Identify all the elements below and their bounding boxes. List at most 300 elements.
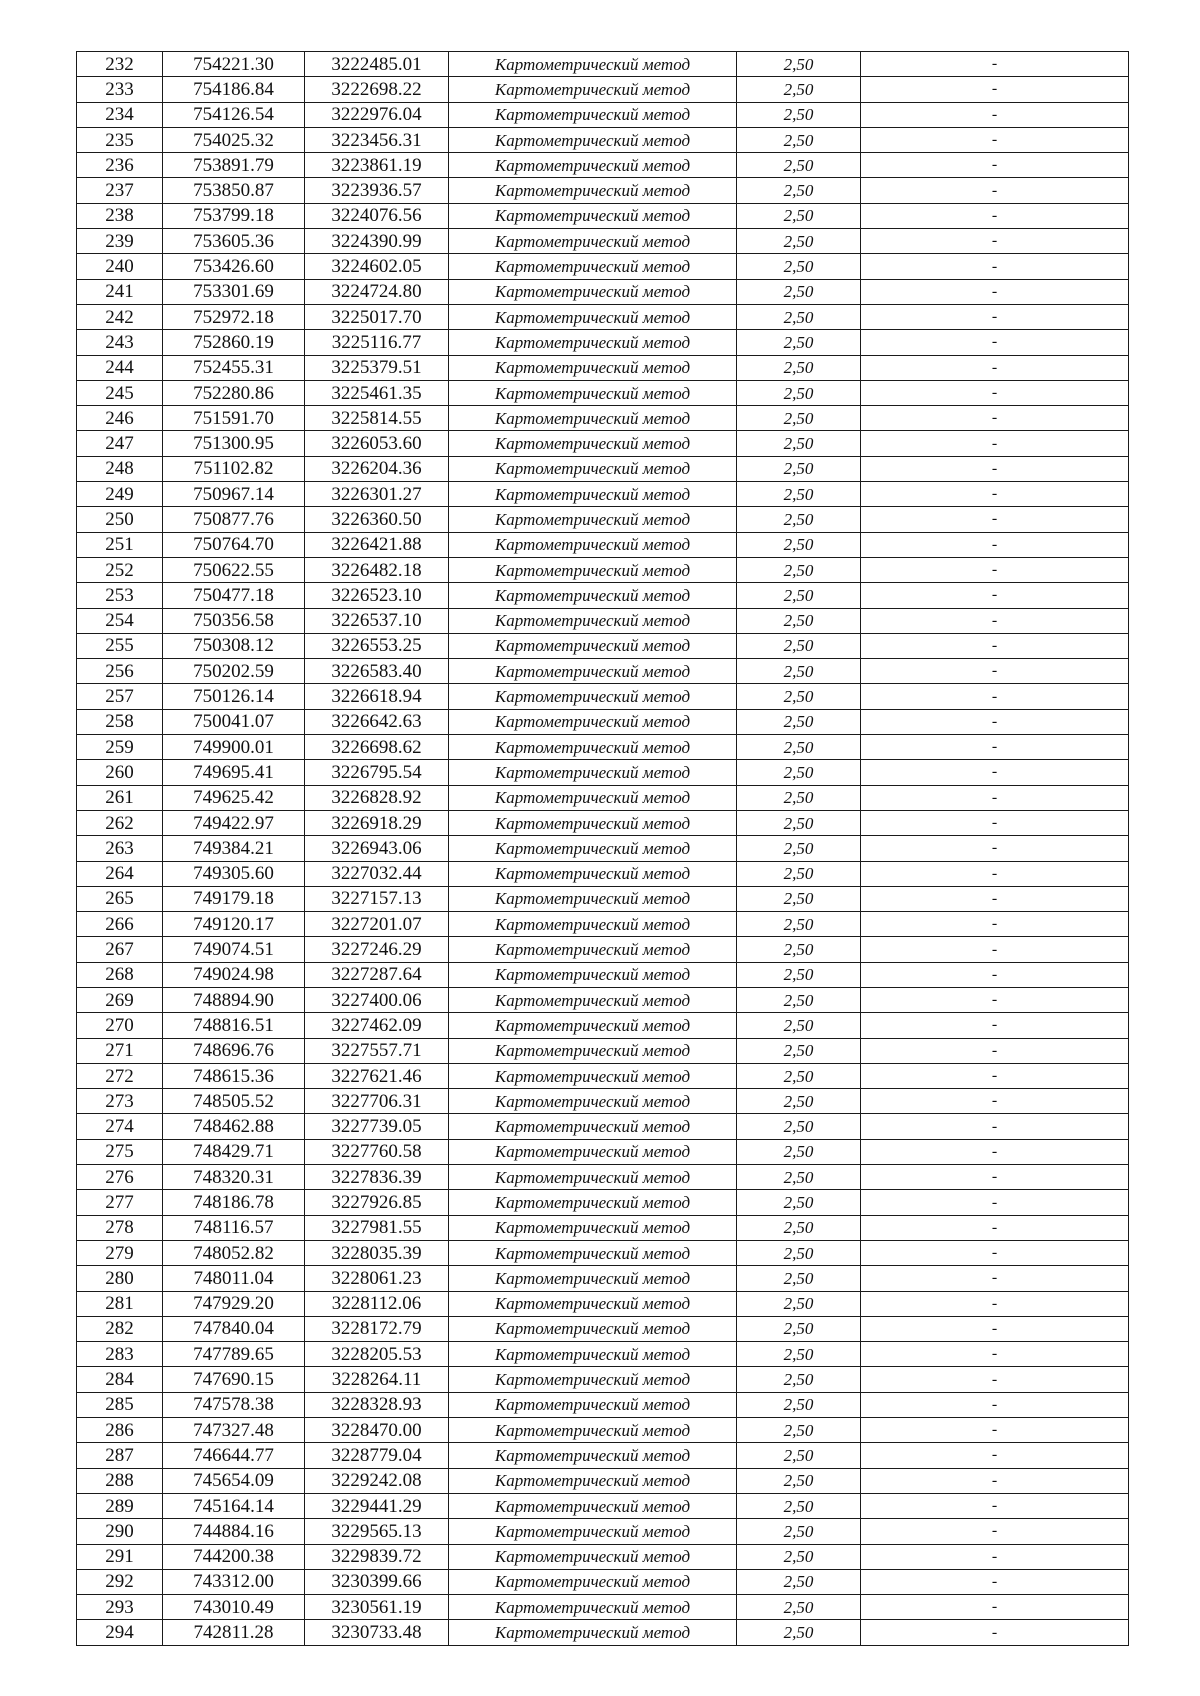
note-cell: - <box>861 431 1129 456</box>
note-cell: - <box>861 1114 1129 1139</box>
note-cell: - <box>861 1266 1129 1291</box>
y-coordinate-cell: 3226204.36 <box>305 456 449 481</box>
x-coordinate-cell: 746644.77 <box>163 1443 305 1468</box>
table-row <box>77 810 1129 835</box>
point-number-cell: 264 <box>77 861 163 886</box>
y-coordinate-cell: 3230561.19 <box>305 1595 449 1620</box>
table-row <box>77 836 1129 861</box>
method-cell: Картометрический метод <box>449 659 737 684</box>
y-coordinate-cell: 3226553.25 <box>305 633 449 658</box>
table-row <box>77 608 1129 633</box>
accuracy-cell: 2,50 <box>737 1468 861 1493</box>
accuracy-cell: 2,50 <box>737 1038 861 1063</box>
accuracy-cell: 2,50 <box>737 608 861 633</box>
table-row <box>77 1316 1129 1341</box>
y-coordinate-cell: 3228061.23 <box>305 1266 449 1291</box>
x-coordinate-cell: 753605.36 <box>163 229 305 254</box>
method-cell: Картометрический метод <box>449 178 737 203</box>
y-coordinate-cell: 3227706.31 <box>305 1089 449 1114</box>
y-coordinate-cell: 3229441.29 <box>305 1493 449 1518</box>
x-coordinate-cell: 750202.59 <box>163 659 305 684</box>
y-coordinate-cell: 3227926.85 <box>305 1190 449 1215</box>
point-number-cell: 242 <box>77 304 163 329</box>
point-number-cell: 249 <box>77 482 163 507</box>
accuracy-cell: 2,50 <box>737 1013 861 1038</box>
point-number-cell: 270 <box>77 1013 163 1038</box>
x-coordinate-cell: 750126.14 <box>163 684 305 709</box>
x-coordinate-cell: 748615.36 <box>163 1063 305 1088</box>
point-number-cell: 288 <box>77 1468 163 1493</box>
note-cell: - <box>861 1544 1129 1569</box>
y-coordinate-cell: 3226943.06 <box>305 836 449 861</box>
accuracy-cell: 2,50 <box>737 583 861 608</box>
accuracy-cell: 2,50 <box>737 1595 861 1620</box>
note-cell: - <box>861 709 1129 734</box>
y-coordinate-cell: 3225814.55 <box>305 406 449 431</box>
accuracy-cell: 2,50 <box>737 1316 861 1341</box>
y-coordinate-cell: 3228205.53 <box>305 1342 449 1367</box>
method-cell: Картометрический метод <box>449 886 737 911</box>
table-row <box>77 406 1129 431</box>
note-cell: - <box>861 659 1129 684</box>
table-row <box>77 380 1129 405</box>
method-cell: Картометрический метод <box>449 431 737 456</box>
method-cell: Картометрический метод <box>449 203 737 228</box>
note-cell: - <box>861 77 1129 102</box>
point-number-cell: 243 <box>77 330 163 355</box>
table-row <box>77 1468 1129 1493</box>
table-row <box>77 1291 1129 1316</box>
accuracy-cell: 2,50 <box>737 355 861 380</box>
note-cell: - <box>861 456 1129 481</box>
x-coordinate-cell: 750622.55 <box>163 557 305 582</box>
point-number-cell: 258 <box>77 709 163 734</box>
table-row <box>77 279 1129 304</box>
point-number-cell: 291 <box>77 1544 163 1569</box>
method-cell: Картометрический метод <box>449 861 737 886</box>
point-number-cell: 273 <box>77 1089 163 1114</box>
table-row <box>77 1038 1129 1063</box>
accuracy-cell: 2,50 <box>737 229 861 254</box>
point-number-cell: 279 <box>77 1240 163 1265</box>
x-coordinate-cell: 754221.30 <box>163 52 305 77</box>
point-number-cell: 286 <box>77 1418 163 1443</box>
point-number-cell: 259 <box>77 735 163 760</box>
y-coordinate-cell: 3227400.06 <box>305 987 449 1012</box>
accuracy-cell: 2,50 <box>737 557 861 582</box>
accuracy-cell: 2,50 <box>737 1544 861 1569</box>
y-coordinate-cell: 3226537.10 <box>305 608 449 633</box>
accuracy-cell: 2,50 <box>737 1114 861 1139</box>
point-number-cell: 262 <box>77 810 163 835</box>
x-coordinate-cell: 744884.16 <box>163 1519 305 1544</box>
x-coordinate-cell: 749179.18 <box>163 886 305 911</box>
x-coordinate-cell: 747690.15 <box>163 1367 305 1392</box>
x-coordinate-cell: 749695.41 <box>163 760 305 785</box>
note-cell: - <box>861 532 1129 557</box>
method-cell: Картометрический метод <box>449 684 737 709</box>
y-coordinate-cell: 3226618.94 <box>305 684 449 709</box>
point-number-cell: 281 <box>77 1291 163 1316</box>
table-row <box>77 912 1129 937</box>
point-number-cell: 240 <box>77 254 163 279</box>
x-coordinate-cell: 752280.86 <box>163 380 305 405</box>
note-cell: - <box>861 1038 1129 1063</box>
y-coordinate-cell: 3227836.39 <box>305 1165 449 1190</box>
method-cell: Картометрический метод <box>449 229 737 254</box>
accuracy-cell: 2,50 <box>737 1190 861 1215</box>
note-cell: - <box>861 203 1129 228</box>
x-coordinate-cell: 749024.98 <box>163 962 305 987</box>
method-cell: Картометрический метод <box>449 1316 737 1341</box>
y-coordinate-cell: 3226698.62 <box>305 735 449 760</box>
note-cell: - <box>861 1291 1129 1316</box>
method-cell: Картометрический метод <box>449 482 737 507</box>
table-row <box>77 1215 1129 1240</box>
x-coordinate-cell: 748894.90 <box>163 987 305 1012</box>
x-coordinate-cell: 754126.54 <box>163 102 305 127</box>
table-row <box>77 178 1129 203</box>
x-coordinate-cell: 750041.07 <box>163 709 305 734</box>
y-coordinate-cell: 3227981.55 <box>305 1215 449 1240</box>
method-cell: Картометрический метод <box>449 608 737 633</box>
point-number-cell: 280 <box>77 1266 163 1291</box>
y-coordinate-cell: 3224724.80 <box>305 279 449 304</box>
y-coordinate-cell: 3226301.27 <box>305 482 449 507</box>
point-number-cell: 272 <box>77 1063 163 1088</box>
y-coordinate-cell: 3223936.57 <box>305 178 449 203</box>
note-cell: - <box>861 1493 1129 1518</box>
y-coordinate-cell: 3226482.18 <box>305 557 449 582</box>
method-cell: Картометрический метод <box>449 1165 737 1190</box>
method-cell: Картометрический метод <box>449 127 737 152</box>
note-cell: - <box>861 1367 1129 1392</box>
note-cell: - <box>861 1392 1129 1417</box>
accuracy-cell: 2,50 <box>737 1139 861 1164</box>
y-coordinate-cell: 3228328.93 <box>305 1392 449 1417</box>
method-cell: Картометрический метод <box>449 810 737 835</box>
note-cell: - <box>861 1316 1129 1341</box>
table-row <box>77 1620 1129 1645</box>
note-cell: - <box>861 1063 1129 1088</box>
note-cell: - <box>861 304 1129 329</box>
note-cell: - <box>861 1342 1129 1367</box>
note-cell: - <box>861 760 1129 785</box>
note-cell: - <box>861 229 1129 254</box>
point-number-cell: 260 <box>77 760 163 785</box>
method-cell: Картометрический метод <box>449 1114 737 1139</box>
note-cell: - <box>861 254 1129 279</box>
point-number-cell: 255 <box>77 633 163 658</box>
table-row <box>77 52 1129 77</box>
accuracy-cell: 2,50 <box>737 937 861 962</box>
y-coordinate-cell: 3228470.00 <box>305 1418 449 1443</box>
accuracy-cell: 2,50 <box>737 279 861 304</box>
x-coordinate-cell: 750308.12 <box>163 633 305 658</box>
y-coordinate-cell: 3223861.19 <box>305 153 449 178</box>
point-number-cell: 263 <box>77 836 163 861</box>
y-coordinate-cell: 3222698.22 <box>305 77 449 102</box>
x-coordinate-cell: 752860.19 <box>163 330 305 355</box>
point-number-cell: 285 <box>77 1392 163 1417</box>
x-coordinate-cell: 751591.70 <box>163 406 305 431</box>
y-coordinate-cell: 3228779.04 <box>305 1443 449 1468</box>
accuracy-cell: 2,50 <box>737 1519 861 1544</box>
method-cell: Картометрический метод <box>449 1468 737 1493</box>
accuracy-cell: 2,50 <box>737 330 861 355</box>
method-cell: Картометрический метод <box>449 1418 737 1443</box>
point-number-cell: 284 <box>77 1367 163 1392</box>
table-row <box>77 1240 1129 1265</box>
note-cell: - <box>861 583 1129 608</box>
method-cell: Картометрический метод <box>449 330 737 355</box>
note-cell: - <box>861 1215 1129 1240</box>
method-cell: Картометрический метод <box>449 583 737 608</box>
table-row <box>77 962 1129 987</box>
x-coordinate-cell: 748505.52 <box>163 1089 305 1114</box>
method-cell: Картометрический метод <box>449 1493 737 1518</box>
note-cell: - <box>861 102 1129 127</box>
note-cell: - <box>861 1468 1129 1493</box>
point-number-cell: 252 <box>77 557 163 582</box>
method-cell: Картометрический метод <box>449 735 737 760</box>
table-row <box>77 77 1129 102</box>
accuracy-cell: 2,50 <box>737 1367 861 1392</box>
accuracy-cell: 2,50 <box>737 760 861 785</box>
coordinates-table-body <box>77 52 1129 1646</box>
table-row <box>77 1266 1129 1291</box>
table-row <box>77 1013 1129 1038</box>
y-coordinate-cell: 3226795.54 <box>305 760 449 785</box>
method-cell: Картометрический метод <box>449 760 737 785</box>
point-number-cell: 256 <box>77 659 163 684</box>
y-coordinate-cell: 3227462.09 <box>305 1013 449 1038</box>
point-number-cell: 257 <box>77 684 163 709</box>
point-number-cell: 294 <box>77 1620 163 1645</box>
y-coordinate-cell: 3222485.01 <box>305 52 449 77</box>
y-coordinate-cell: 3225461.35 <box>305 380 449 405</box>
x-coordinate-cell: 745654.09 <box>163 1468 305 1493</box>
y-coordinate-cell: 3227246.29 <box>305 937 449 962</box>
table-row <box>77 1493 1129 1518</box>
point-number-cell: 250 <box>77 507 163 532</box>
x-coordinate-cell: 749384.21 <box>163 836 305 861</box>
point-number-cell: 238 <box>77 203 163 228</box>
y-coordinate-cell: 3229839.72 <box>305 1544 449 1569</box>
accuracy-cell: 2,50 <box>737 532 861 557</box>
note-cell: - <box>861 861 1129 886</box>
method-cell: Картометрический метод <box>449 557 737 582</box>
note-cell: - <box>861 962 1129 987</box>
table-row <box>77 254 1129 279</box>
point-number-cell: 290 <box>77 1519 163 1544</box>
point-number-cell: 269 <box>77 987 163 1012</box>
accuracy-cell: 2,50 <box>737 380 861 405</box>
point-number-cell: 237 <box>77 178 163 203</box>
point-number-cell: 289 <box>77 1493 163 1518</box>
table-row <box>77 659 1129 684</box>
x-coordinate-cell: 747929.20 <box>163 1291 305 1316</box>
point-number-cell: 246 <box>77 406 163 431</box>
table-row <box>77 127 1129 152</box>
y-coordinate-cell: 3227287.64 <box>305 962 449 987</box>
point-number-cell: 251 <box>77 532 163 557</box>
y-coordinate-cell: 3226918.29 <box>305 810 449 835</box>
note-cell: - <box>861 1165 1129 1190</box>
accuracy-cell: 2,50 <box>737 1620 861 1645</box>
note-cell: - <box>861 482 1129 507</box>
accuracy-cell: 2,50 <box>737 153 861 178</box>
table-row <box>77 1418 1129 1443</box>
table-row <box>77 153 1129 178</box>
accuracy-cell: 2,50 <box>737 254 861 279</box>
x-coordinate-cell: 749625.42 <box>163 785 305 810</box>
note-cell: - <box>861 52 1129 77</box>
accuracy-cell: 2,50 <box>737 1165 861 1190</box>
accuracy-cell: 2,50 <box>737 304 861 329</box>
point-number-cell: 241 <box>77 279 163 304</box>
point-number-cell: 271 <box>77 1038 163 1063</box>
note-cell: - <box>861 279 1129 304</box>
y-coordinate-cell: 3228112.06 <box>305 1291 449 1316</box>
note-cell: - <box>861 1139 1129 1164</box>
y-coordinate-cell: 3224602.05 <box>305 254 449 279</box>
note-cell: - <box>861 557 1129 582</box>
note-cell: - <box>861 127 1129 152</box>
table-row <box>77 1443 1129 1468</box>
accuracy-cell: 2,50 <box>737 1569 861 1594</box>
method-cell: Картометрический метод <box>449 507 737 532</box>
x-coordinate-cell: 743010.49 <box>163 1595 305 1620</box>
x-coordinate-cell: 748052.82 <box>163 1240 305 1265</box>
method-cell: Картометрический метод <box>449 1595 737 1620</box>
y-coordinate-cell: 3224390.99 <box>305 229 449 254</box>
x-coordinate-cell: 749305.60 <box>163 861 305 886</box>
x-coordinate-cell: 749120.17 <box>163 912 305 937</box>
accuracy-cell: 2,50 <box>737 52 861 77</box>
note-cell: - <box>861 406 1129 431</box>
table-row <box>77 1595 1129 1620</box>
y-coordinate-cell: 3227760.58 <box>305 1139 449 1164</box>
point-number-cell: 267 <box>77 937 163 962</box>
accuracy-cell: 2,50 <box>737 1342 861 1367</box>
table-row <box>77 304 1129 329</box>
point-number-cell: 287 <box>77 1443 163 1468</box>
table-row <box>77 1392 1129 1417</box>
table-row <box>77 735 1129 760</box>
accuracy-cell: 2,50 <box>737 709 861 734</box>
x-coordinate-cell: 747789.65 <box>163 1342 305 1367</box>
x-coordinate-cell: 749422.97 <box>163 810 305 835</box>
point-number-cell: 233 <box>77 77 163 102</box>
x-coordinate-cell: 753891.79 <box>163 153 305 178</box>
y-coordinate-cell: 3226583.40 <box>305 659 449 684</box>
accuracy-cell: 2,50 <box>737 77 861 102</box>
x-coordinate-cell: 748462.88 <box>163 1114 305 1139</box>
point-number-cell: 293 <box>77 1595 163 1620</box>
accuracy-cell: 2,50 <box>737 1240 861 1265</box>
x-coordinate-cell: 749074.51 <box>163 937 305 962</box>
method-cell: Картометрический метод <box>449 1291 737 1316</box>
table-row <box>77 1139 1129 1164</box>
table-row <box>77 861 1129 886</box>
method-cell: Картометрический метод <box>449 912 737 937</box>
y-coordinate-cell: 3228035.39 <box>305 1240 449 1265</box>
note-cell: - <box>861 1190 1129 1215</box>
point-number-cell: 275 <box>77 1139 163 1164</box>
accuracy-cell: 2,50 <box>737 1443 861 1468</box>
table-row <box>77 1519 1129 1544</box>
x-coordinate-cell: 750764.70 <box>163 532 305 557</box>
table-row <box>77 102 1129 127</box>
y-coordinate-cell: 3227739.05 <box>305 1114 449 1139</box>
table-row <box>77 431 1129 456</box>
y-coordinate-cell: 3226053.60 <box>305 431 449 456</box>
x-coordinate-cell: 750356.58 <box>163 608 305 633</box>
x-coordinate-cell: 749900.01 <box>163 735 305 760</box>
accuracy-cell: 2,50 <box>737 203 861 228</box>
accuracy-cell: 2,50 <box>737 1266 861 1291</box>
note-cell: - <box>861 785 1129 810</box>
table-row <box>77 482 1129 507</box>
x-coordinate-cell: 751102.82 <box>163 456 305 481</box>
y-coordinate-cell: 3225379.51 <box>305 355 449 380</box>
y-coordinate-cell: 3225116.77 <box>305 330 449 355</box>
table-row <box>77 355 1129 380</box>
note-cell: - <box>861 810 1129 835</box>
table-row <box>77 1569 1129 1594</box>
note-cell: - <box>861 1595 1129 1620</box>
point-number-cell: 266 <box>77 912 163 937</box>
point-number-cell: 283 <box>77 1342 163 1367</box>
point-number-cell: 239 <box>77 229 163 254</box>
point-number-cell: 277 <box>77 1190 163 1215</box>
method-cell: Картометрический метод <box>449 1063 737 1088</box>
x-coordinate-cell: 748816.51 <box>163 1013 305 1038</box>
method-cell: Картометрический метод <box>449 102 737 127</box>
table-row <box>77 1342 1129 1367</box>
table-row <box>77 583 1129 608</box>
method-cell: Картометрический метод <box>449 785 737 810</box>
point-number-cell: 248 <box>77 456 163 481</box>
point-number-cell: 265 <box>77 886 163 911</box>
note-cell: - <box>861 937 1129 962</box>
note-cell: - <box>861 836 1129 861</box>
y-coordinate-cell: 3226642.63 <box>305 709 449 734</box>
point-number-cell: 254 <box>77 608 163 633</box>
x-coordinate-cell: 747840.04 <box>163 1316 305 1341</box>
accuracy-cell: 2,50 <box>737 912 861 937</box>
table-row <box>77 203 1129 228</box>
accuracy-cell: 2,50 <box>737 684 861 709</box>
method-cell: Картометрический метод <box>449 633 737 658</box>
table-row <box>77 532 1129 557</box>
note-cell: - <box>861 684 1129 709</box>
method-cell: Картометрический метод <box>449 532 737 557</box>
accuracy-cell: 2,50 <box>737 861 861 886</box>
x-coordinate-cell: 750967.14 <box>163 482 305 507</box>
method-cell: Картометрический метод <box>449 254 737 279</box>
point-number-cell: 274 <box>77 1114 163 1139</box>
table-row <box>77 557 1129 582</box>
point-number-cell: 235 <box>77 127 163 152</box>
accuracy-cell: 2,50 <box>737 482 861 507</box>
accuracy-cell: 2,50 <box>737 1291 861 1316</box>
method-cell: Картометрический метод <box>449 1443 737 1468</box>
y-coordinate-cell: 3228172.79 <box>305 1316 449 1341</box>
point-number-cell: 236 <box>77 153 163 178</box>
y-coordinate-cell: 3225017.70 <box>305 304 449 329</box>
